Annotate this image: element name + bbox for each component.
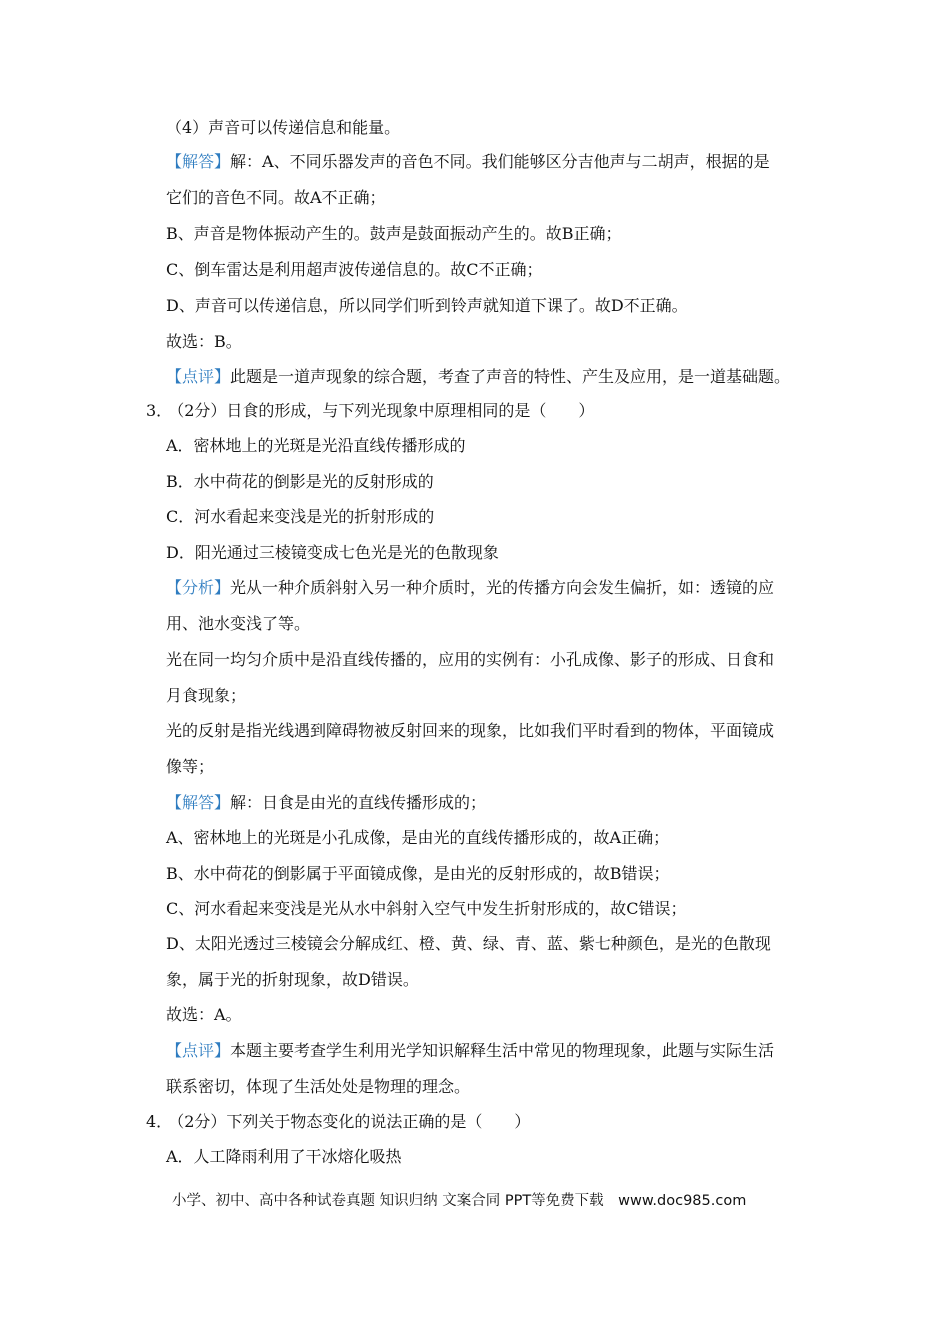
text-line [166, 757, 214, 777]
text-line [166, 970, 419, 990]
text-line [166, 686, 246, 706]
line-text: 用、池水变浅了等。 [166, 614, 311, 633]
text-line [166, 864, 670, 884]
section-tag: 【分析】 [166, 578, 231, 597]
text-line [166, 899, 687, 919]
text-line [166, 1077, 470, 1097]
text-line [166, 472, 434, 492]
text-line [166, 296, 688, 316]
line-text: 光的反射是指光线遇到障碍物被反射回来的现象，比如我们平时看到的物体，平面镜成 [166, 721, 775, 740]
text-line [166, 152, 770, 172]
text-line [166, 650, 774, 670]
line-text: 光在同一均匀介质中是沿直线传播的，应用的实例有：小孔成像、影子的形成、日食和 [166, 650, 775, 669]
section-tag: 【点评】 [166, 1041, 231, 1060]
text-line [166, 578, 774, 598]
line-text: 像等； [166, 757, 215, 776]
question-number: 4． [146, 1112, 173, 1131]
line-text: A．人工降雨利用了干冰熔化吸热 [166, 1147, 402, 1166]
text-line [166, 367, 790, 387]
line-text: 象，属于光的折射现象，故D错误。 [166, 970, 419, 989]
line-text: C．河水看起来变浅是光的折射形成的 [166, 507, 435, 526]
section-tag: 【点评】 [166, 367, 231, 386]
question-text: （2分）下列关于物态变化的说法正确的是（ ） [176, 1112, 531, 1131]
text-line [166, 828, 669, 848]
question-q3 [146, 401, 594, 421]
line-text: 本题主要考查学生利用光学知识解释生活中常见的物理现象，此题与实际生活 [230, 1041, 775, 1060]
text-line [166, 543, 499, 563]
line-text: C、河水看起来变浅是光从水中斜射入空气中发生折射形成的，故C错误； [166, 899, 687, 918]
line-text: D、声音可以传递信息，所以同学们听到铃声就知道下课了。故D不正确。 [166, 296, 688, 315]
line-text: 它们的音色不同。故A不正确； [166, 188, 386, 207]
page-footer: 小学、初中、高中各种试卷真题 知识归纳 文案合同 PPT等免费下载 www.doc985.com [172, 1193, 747, 1209]
line-text: （4）声音可以传递信息和能量。 [166, 118, 401, 137]
text-line [166, 188, 386, 208]
line-text: D．阳光通过三棱镜变成七色光是光的色散现象 [166, 543, 499, 562]
text-line [166, 614, 310, 634]
text-line [166, 1005, 242, 1025]
line-text: A、密林地上的光斑是小孔成像，是由光的直线传播形成的，故A正确； [166, 828, 670, 847]
line-text: 故选：A。 [166, 1005, 242, 1024]
text-line [166, 507, 434, 527]
question-text: （2分）日食的形成，与下列光现象中原理相同的是（ ） [176, 401, 595, 420]
line-text: A．密林地上的光斑是光沿直线传播形成的 [166, 436, 466, 455]
text-line [166, 721, 774, 741]
line-text: 解：日食是由光的直线传播形成的； [230, 793, 487, 812]
line-text: B、水中荷花的倒影属于平面镜成像，是由光的反射形成的，故B错误； [166, 864, 670, 883]
line-text: B、声音是物体振动产生的。鼓声是鼓面振动产生的。故B正确； [166, 224, 622, 243]
line-text: 此题是一道声现象的综合题，考查了声音的特性、产生及应用，是一道基础题。 [230, 367, 791, 386]
text-line [166, 224, 622, 244]
text-line [166, 436, 466, 456]
text-line [166, 1147, 402, 1167]
question-number: 3． [146, 401, 173, 420]
line-text: 故选：B。 [166, 332, 242, 351]
text-line [166, 332, 242, 352]
text-line [166, 260, 543, 280]
line-text: B．水中荷花的倒影是光的反射形成的 [166, 472, 434, 491]
line-text: 联系密切，体现了生活处处是物理的理念。 [166, 1077, 471, 1096]
line-text: D、太阳光透过三棱镜会分解成红、橙、黄、绿、青、蓝、紫七种颜色，是光的色散现 [166, 934, 771, 953]
section-tag: 【解答】 [166, 793, 231, 812]
text-line [166, 1041, 774, 1061]
line-text: 月食现象； [166, 686, 247, 705]
line-text: 解：A、不同乐器发声的音色不同。我们能够区分吉他声与二胡声，根据的是 [230, 152, 770, 171]
question-q4 [146, 1112, 530, 1132]
section-tag: 【解答】 [166, 152, 231, 171]
text-line [166, 118, 400, 138]
text-line [166, 793, 486, 813]
line-text: C、倒车雷达是利用超声波传递信息的。故C不正确； [166, 260, 543, 279]
text-line [166, 934, 771, 954]
line-text: 光从一种介质斜射入另一种介质时，光的传播方向会发生偏折，如：透镜的应 [230, 578, 775, 597]
